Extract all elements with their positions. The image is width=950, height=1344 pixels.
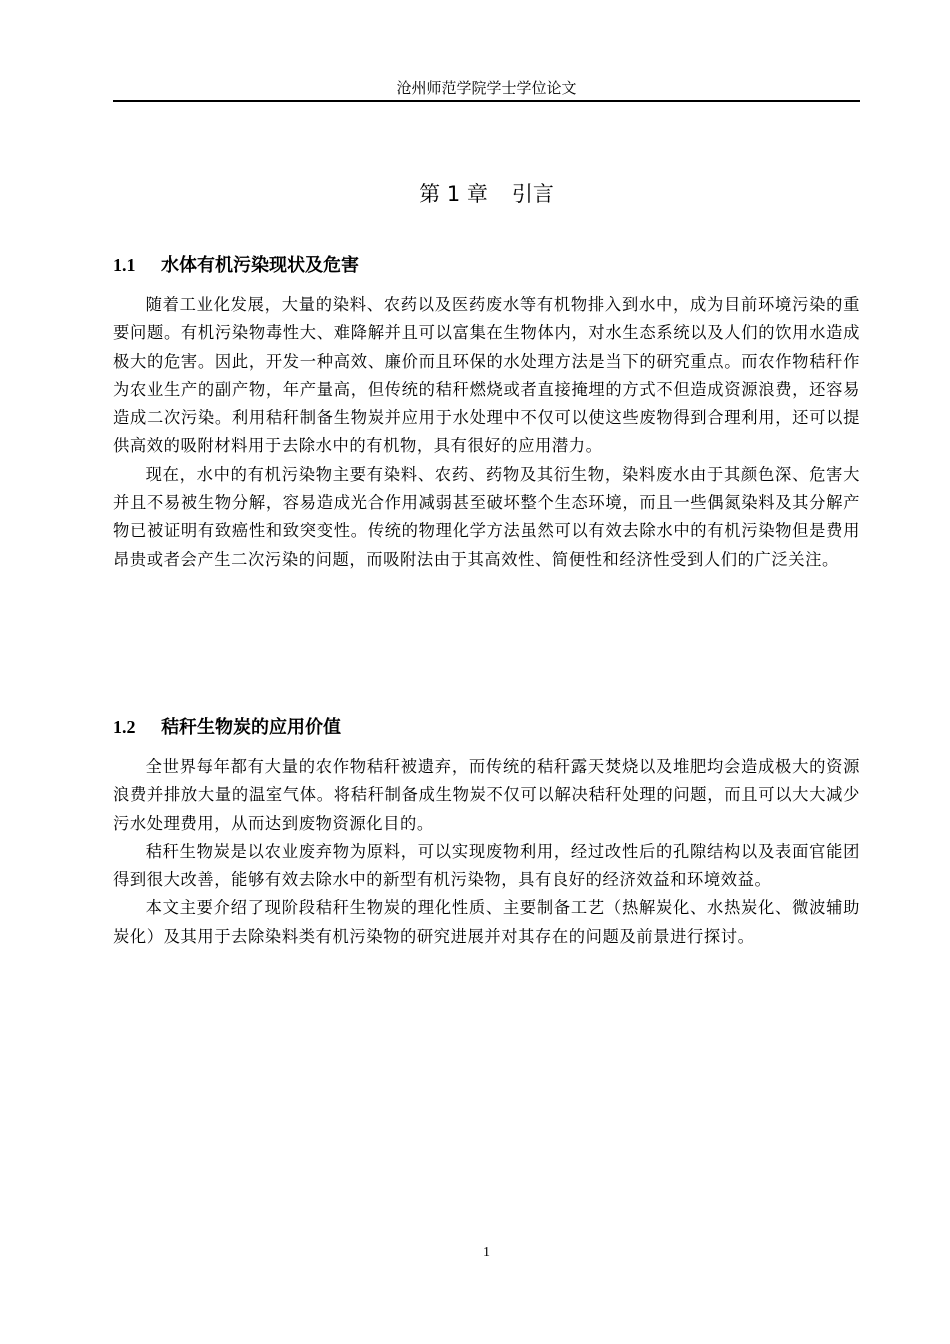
paragraph: 随着工业化发展，大量的染料、农药以及医药废水等有机物排入到水中，成为目前环境污染的重要问题。有机污染物毒性大、难降解并且可以富集在生物体内，对水生态系统以及人们的饮用水造成极大的危害。因此，开发一种高效、廉价而且环保的水处理方法是当下的研究重点。而农作物秸秆作为农业生产的副产物，年产量高，但传统的秸秆燃烧或者直接掩埋的方式不但造成资源浪费，还容易造成二次污染。利用秸秆制备生物炭并应用于水处理中不仅可以使这些废物得到合理利用，还可以提供高效的吸附材料用于去除水中的有机物，具有很好的应用潜力。: [113, 295, 860, 456]
paragraph: 秸秆生物炭是以农业废弃物为原料，可以实现废物利用，经过改性后的孔隙结构以及表面官能团得到很大改善，能够有效去除水中的新型有机污染物，具有良好的经济效益和环境效益。: [113, 841, 860, 890]
section-1-1: [113, 252, 860, 574]
paragraph: 本文主要介绍了现阶段秸秆生物炭的理化性质、主要制备工艺（热解炭化、水热炭化、微波辅助炭化）及其用于去除染料类有机污染物的研究进展并对其存在的问题及前景进行探讨。: [113, 898, 860, 946]
section-title: 水体有机污染现状及危害: [161, 255, 359, 276]
paragraph: 全世界每年都有大量的农作物秸秆被遗弃，而传统的秸秆露天焚烧以及堆肥均会造成极大的资源浪费并排放大量的温室气体。将秸秆制备成生物炭不仅可以解决秸秆处理的问题，而且可以大大减少污水处理费用，从而达到废物资源化目的。: [113, 757, 860, 833]
chapter-title: [113, 179, 860, 209]
chapter-number: 第 1 章: [419, 182, 488, 206]
page-number: 1: [483, 1245, 490, 1260]
paragraph: 现在，水中的有机污染物主要有染料、农药、药物及其衍生物，染料废水由于其颜色深、危害大并且不易被生物分解，容易造成光合作用减弱甚至破坏整个生态环境，而且一些偶氮染料及其分解产物已被证明有致癌性和致突变性。传统的物理化学方法虽然可以有效去除水中的有机污染物但是费用昂贵或者会产生二次污染的问题，而吸附法由于其高效性、简便性和经济性受到人们的广泛关注。: [113, 464, 860, 569]
section-number: 1.1: [113, 255, 136, 275]
section-heading: [113, 714, 860, 741]
chapter-name: 引言: [511, 182, 554, 206]
section-title: 秸秆生物炭的应用价值: [161, 717, 341, 738]
section-heading: [113, 252, 860, 279]
header-rule: [113, 100, 860, 102]
section-number: 1.2: [113, 717, 136, 737]
running-header: 沧州师范学院学士学位论文: [396, 79, 577, 97]
section-1-2: [113, 714, 860, 951]
